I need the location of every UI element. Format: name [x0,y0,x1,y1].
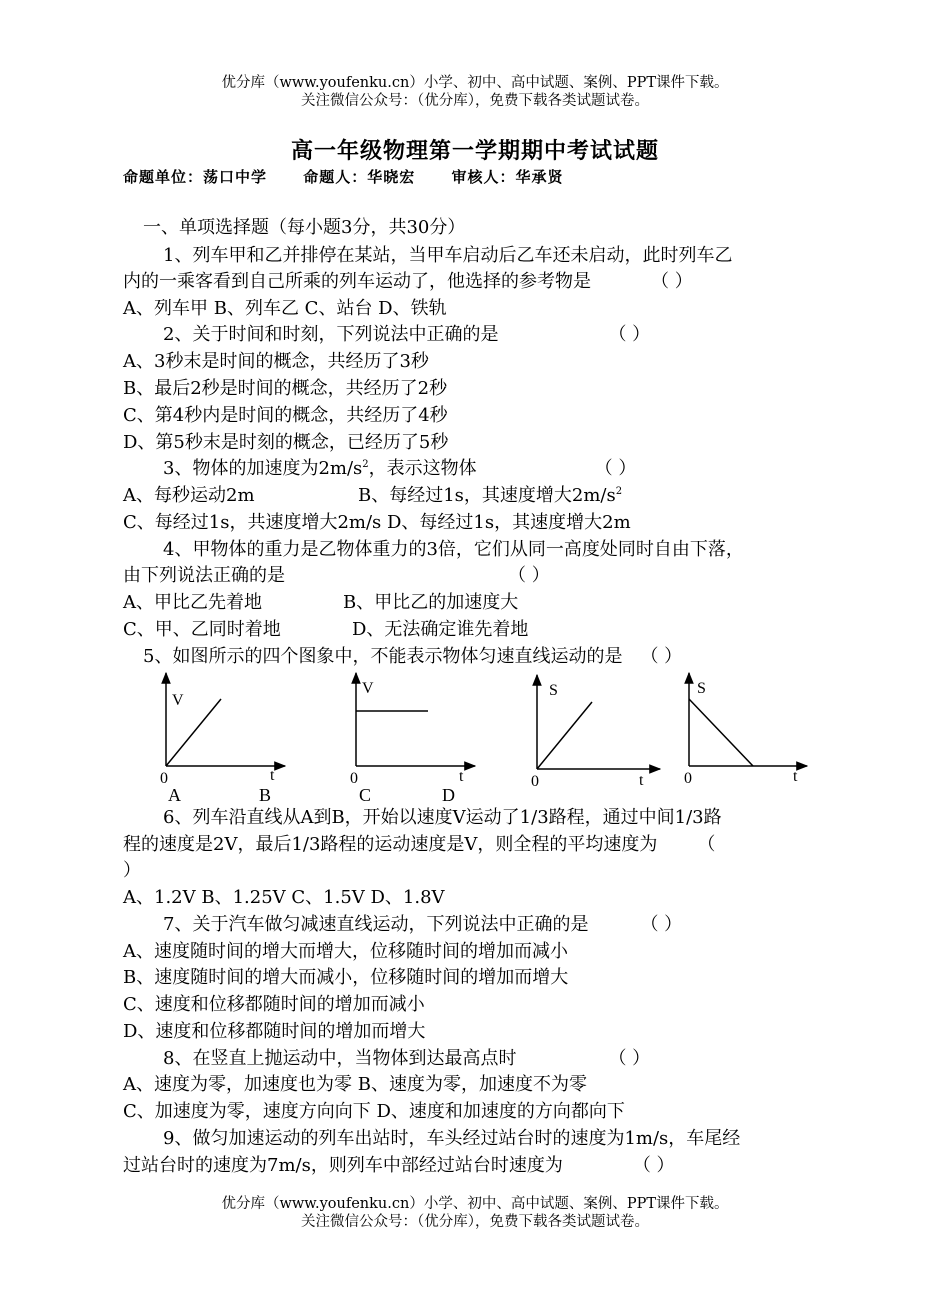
q6-stem-line-1: 6、列车沿直线从A到B，开始以速度V运动了1/3路程，通过中间1/3路 [163,807,722,828]
author-name: 命题人：华晓宏 [303,168,416,186]
graph-s-inc-origin: 0 [531,773,539,790]
q2-option-b: B、最后2秒是时间的概念，共经历了2秒 [123,378,448,399]
graph-s-increasing [531,675,660,790]
authors-line [123,166,594,187]
header-line-2: 关注微信公众号：（优分库），免费下载各类试题试卷。 [301,93,649,109]
q4-stem-line-1: 4、甲物体的重力是乙物体重力的3倍，它们从同一高度处同时自由下落， [163,539,744,560]
q1-stem-line-2: 内的一乘客看到自己所乘的列车运动了，他选择的参考物是 （ ） [123,271,693,292]
graph-s-dec-xlabel: t [793,768,798,785]
graph-c-option: C [359,785,372,805]
q8-options-ab: A、速度为零，加速度也为零 B、速度为零，加速度不为零 [123,1074,587,1095]
q3-option-a: A、每秒运动2m [123,485,255,506]
q8-options-cd: C、加速度为零，速度方向向下 D、速度和加速度的方向都向下 [123,1101,625,1122]
q7-option-b: B、速度随时间的增大而减小，位移随时间的增加而增大 [123,967,569,988]
section-heading: 一、单项选择题（每小题3分，共30分） [143,217,466,238]
q6-stem-line-2: 程的速度是2V，最后1/3路程的运动速度是V，则全程的平均速度为 （ [123,834,716,855]
q2-option-d: D、第5秒末是时刻的概念，已经历了5秒 [123,432,449,453]
graph-s-decreasing [684,673,807,787]
q7-answer-paren: （ ） [640,914,683,935]
graph-d-option: D [442,785,455,805]
graph-s-dec-origin: 0 [684,770,692,787]
author-unit: 命题单位：荡口中学 [123,168,268,186]
graph-a-ylabel: V [172,692,184,709]
graph-a-option: A [168,785,181,805]
q1-stem-line-1: 1、列车甲和乙并排停在某站，当甲车启动后乙车还未启动，此时列车乙 [163,245,733,266]
q4-stem-line-2: 由下列说法正确的是 （ ） [123,565,550,586]
graph-s-decreasing-line [689,699,753,766]
q6-answer-paren-open: （ [697,834,716,855]
page-title: 高一年级物理第一学期期中考试试题 [290,138,659,164]
graph-s-inc-ylabel: S [549,682,558,699]
reviewer-name: 审核人：华承贤 [451,168,564,186]
q2-stem: 2、关于时间和时刻，下列说法中正确的是 （ ） [163,324,651,345]
graph-c [350,673,475,805]
q2-answer-paren: （ ） [608,324,651,345]
q2-option-c: C、第4秒内是时间的概念，共经历了4秒 [123,405,448,426]
graph-c-xlabel: t [459,768,464,785]
q4-option-d: D、无法确定谁先着地 [352,619,529,640]
q3-option-b: B、每经过1s，其速度增大$2m/s^2$ [358,485,623,506]
graph-a [160,673,285,805]
q7-option-c: C、速度和位移都随时间的增加而减小 [123,994,425,1015]
q3-stem: 3、物体的加速度为$2m/s^2$，表示这物体 （ ） [163,458,637,479]
graph-b-option: B [259,785,272,805]
graph-a-xlabel: t [270,767,275,784]
q4-answer-paren: （ ） [508,565,550,586]
q7-option-d: D、速度和位移都随时间的增加而增大 [123,1021,426,1042]
q3-option-cd: C、每经过1s，共速度增大2m/s D、每经过1s，其速度增大2m [123,512,631,533]
q7-option-a: A、速度随时间的增大而增大，位移随时间的增加而减小 [123,941,568,962]
q5-stem: 5、如图所示的四个图象中，不能表示物体匀速直线运动的是 （ ） [143,646,683,667]
q8-answer-paren: （ ） [608,1048,651,1069]
q3-answer-paren: （ ） [594,458,637,479]
graph-s-dec-ylabel: S [697,680,706,697]
footer-line-2: 关注微信公众号：（优分库），免费下载各类试题试卷。 [301,1214,649,1230]
graph-a-line [166,699,221,766]
q1-answer-paren: （ ） [651,271,693,292]
q6-options: A、1.2V B、1.25V C、1.5V D、1.8V [123,887,445,908]
q4-option-b: B、甲比乙的加速度大 [343,592,519,613]
q2-option-a: A、3秒末是时间的概念，共经历了3秒 [123,351,429,372]
q8-stem: 8、在竖直上抛运动中，当物体到达最高点时 （ ） [163,1048,651,1069]
q5-graphs [0,665,950,805]
graph-c-ylabel: V [362,680,374,697]
q6-stem-line-3: ） [123,860,141,881]
q1-options: A、列车甲 B、列车乙 C、站台 D、铁轨 [123,298,447,319]
q4-option-a: A、甲比乙先着地 [123,592,262,613]
q4-option-c: C、甲、乙同时着地 [123,619,281,640]
q5-answer-paren: （ ） [640,646,683,667]
q7-stem: 7、关于汽车做匀减速直线运动，下列说法中正确的是 （ ） [163,914,683,935]
graph-c-origin: 0 [350,770,358,787]
q9-answer-paren: （ ） [632,1155,675,1176]
q9-stem-line-1: 9、做匀加速运动的列车出站时，车头经过站台时的速度为1m/s，车尾经 [163,1128,741,1149]
graph-s-increasing-line [537,702,592,769]
graph-s-inc-xlabel: t [639,772,644,789]
footer-line-1: 优分库（www.youfenku.cn）小学、初中、高中试题、案例、PPT课件下载。 [221,1196,729,1212]
q9-stem-line-2: 过站台时的速度为7m/s，则列车中部经过站台时速度为 （ ） [123,1155,675,1176]
header-line-1: 优分库（www.youfenku.cn）小学、初中、高中试题、案例、PPT课件下载。 [221,75,729,91]
graph-a-origin: 0 [160,770,168,787]
